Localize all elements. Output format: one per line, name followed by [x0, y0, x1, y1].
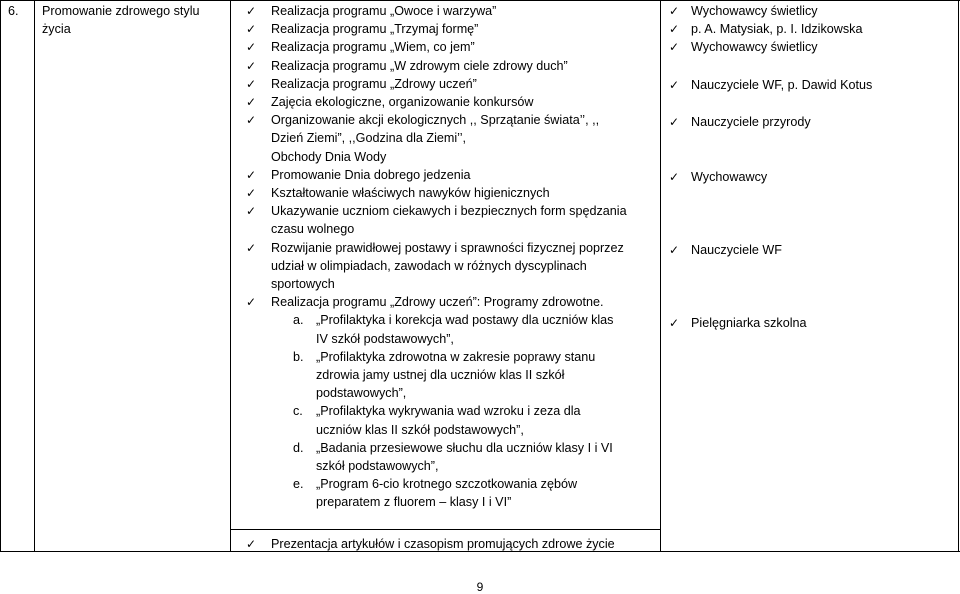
- program-letter: c.: [293, 404, 303, 419]
- program-line: uczniów klas II szkół podstawowych”,: [316, 422, 524, 437]
- responsible-entry: Wychowawcy świetlicy: [691, 4, 818, 18]
- checkmark-icon: ✓: [246, 58, 257, 73]
- column-divider: [34, 0, 35, 552]
- activity-line: sportowych: [271, 277, 335, 291]
- checkmark-icon: ✓: [669, 78, 680, 92]
- checkmark-icon: ✓: [246, 204, 257, 219]
- activity-line: Realizacja programu „W zdrowym ciele zdrowy duch”: [271, 58, 568, 73]
- program-letter: e.: [293, 477, 304, 492]
- activity-line: Organizowanie akcji ekologicznych ,, Sprzątanie świata’’, ,,: [271, 113, 600, 128]
- program-line: „Program 6-cio krotnego szczotkowania zębów: [316, 477, 578, 492]
- checkmark-icon: ✓: [246, 186, 257, 200]
- checkmark-icon: ✓: [669, 40, 680, 54]
- program-line: preparatem z fluorem – klasy I i VI”: [316, 495, 512, 510]
- page-number: 9: [476, 580, 484, 594]
- program-line: „Profilaktyka zdrowotna w zakresie poprawy stanu: [316, 349, 596, 364]
- activity-line: Kształtowanie właściwych nawyków higienicznych: [271, 186, 550, 200]
- activity-line: Ukazywanie uczniom ciekawych i bezpiecznych form spędzania: [271, 204, 627, 219]
- checkmark-icon: ✓: [669, 316, 680, 330]
- program-line: „Profilaktyka i korekcja wad postawy dla uczniów klas: [316, 313, 614, 328]
- checkmark-icon: ✓: [246, 295, 257, 310]
- program-line: „Profilaktyka wykrywania wad wzroku i zeza dla: [316, 404, 581, 419]
- column-divider: [230, 0, 231, 552]
- responsible-entry: p. A. Matysiak, p. I. Idzikowska: [691, 22, 863, 36]
- activity-line: udział w olimpiadach, zawodach w różnych dyscyplinach: [271, 258, 587, 273]
- checkmark-icon: ✓: [246, 537, 257, 551]
- program-line: IV szkół podstawowych”,: [316, 331, 454, 346]
- activity-line: Realizacja programu „Zdrowy uczeń”: [271, 76, 477, 91]
- activity-line: Rozwijanie prawidłowej postawy i sprawności fizycznej poprzez: [271, 240, 624, 255]
- checkmark-icon: ✓: [669, 243, 680, 257]
- topic-line-2: życia: [42, 22, 71, 36]
- table-border-left: [0, 0, 1, 552]
- responsible-entry: Nauczyciele WF, p. Dawid Kotus: [691, 78, 873, 92]
- checkmark-icon: ✓: [246, 113, 257, 128]
- program-line: zdrowia jamy ustnej dla uczniów klas II szkół: [316, 368, 565, 382]
- activity-line: Realizacja programu „Owoce i warzywa”: [271, 4, 497, 18]
- activity-line: Dzień Ziemi”, ,,Godzina dla Ziemi’’,: [271, 131, 467, 146]
- row-number: 6.: [8, 4, 19, 18]
- activity-line: Promowanie Dnia dobrego jedzenia: [271, 167, 471, 182]
- checkmark-icon: ✓: [669, 170, 680, 184]
- checkmark-icon: ✓: [669, 115, 680, 129]
- checkmark-icon: ✓: [246, 95, 257, 109]
- row-divider: [230, 529, 660, 530]
- checkmark-icon: ✓: [669, 22, 680, 36]
- activity-line: Zajęcia ekologiczne, organizowanie konkursów: [271, 95, 534, 109]
- program-line: podstawowych”,: [316, 386, 407, 401]
- activity-line: Realizacja programu „Wiem, co jem”: [271, 40, 475, 55]
- checkmark-icon: ✓: [246, 240, 257, 255]
- checkmark-icon: ✓: [246, 167, 257, 182]
- checkmark-icon: ✓: [669, 4, 680, 18]
- program-line: „Badania przesiewowe słuchu dla uczniów klasy I i VI: [316, 440, 613, 455]
- responsible-entry: Pielęgniarka szkolna: [691, 316, 807, 330]
- table-border-right: [958, 0, 959, 552]
- bottom-activity: Prezentacja artykułów i czasopism promujących zdrowe życie: [271, 537, 615, 551]
- responsible-entry: Wychowawcy świetlicy: [691, 40, 818, 54]
- activity-line: Realizacja programu „Trzymaj formę”: [271, 22, 479, 37]
- program-line: szkół podstawowych”,: [316, 459, 439, 473]
- program-letter: b.: [293, 349, 304, 364]
- program-letter: d.: [293, 440, 304, 455]
- responsible-entry: Nauczyciele przyrody: [691, 115, 811, 129]
- program-letter: a.: [293, 313, 304, 328]
- activity-line: Realizacja programu „Zdrowy uczeń”: Programy zdrowotne.: [271, 295, 604, 310]
- row-border-top: [0, 0, 960, 1]
- responsible-entry: Nauczyciele WF: [691, 243, 782, 257]
- checkmark-icon: ✓: [246, 4, 257, 18]
- topic-line-1: Promowanie zdrowego stylu: [42, 4, 200, 18]
- checkmark-icon: ✓: [246, 22, 257, 37]
- checkmark-icon: ✓: [246, 76, 257, 91]
- responsible-entry: Wychowawcy: [691, 170, 768, 184]
- checkmark-icon: ✓: [246, 40, 257, 55]
- activity-line: czasu wolnego: [271, 222, 355, 237]
- column-divider: [660, 0, 661, 552]
- activity-line: Obchody Dnia Wody: [271, 149, 387, 164]
